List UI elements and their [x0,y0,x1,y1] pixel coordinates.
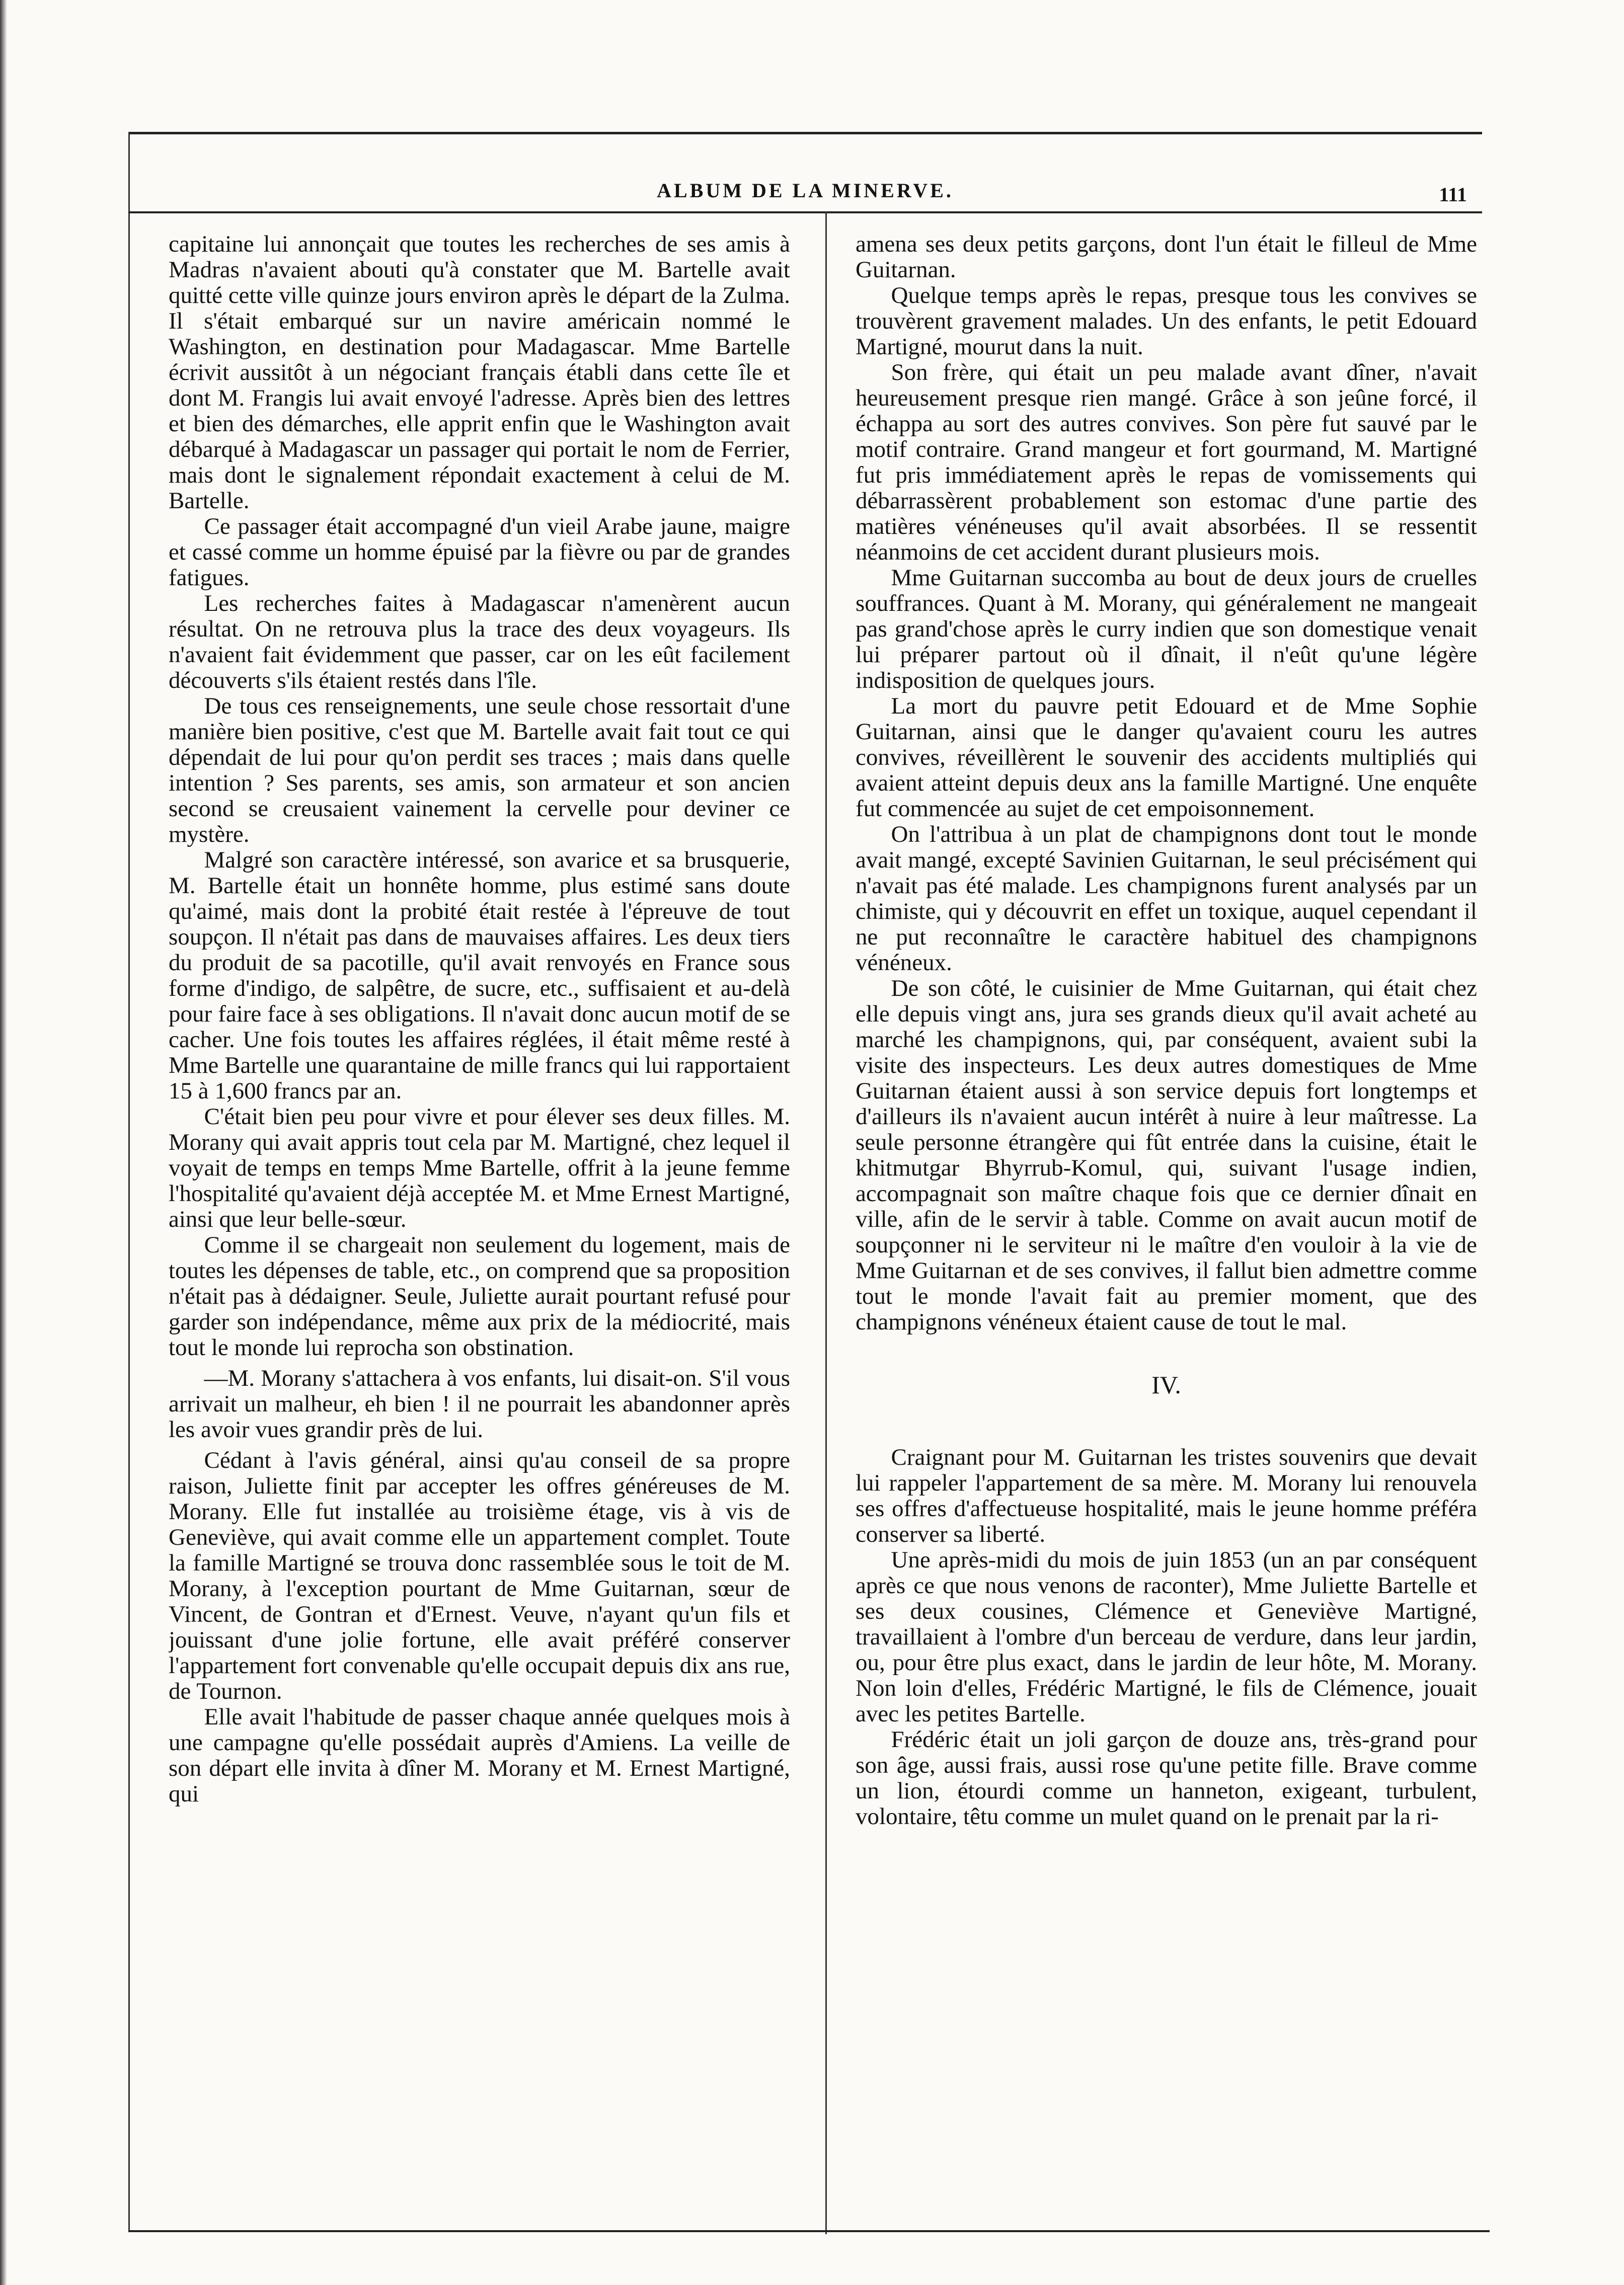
page-header [128,179,1482,209]
section-heading: IV. [1151,1371,1181,1399]
paragraph: capitaine lui annonçait que toutes les recherches de ses amis à Madras n'avaient abouti qu'à constater que M. Bartelle avait quitté cette ville quinze jours environ après le départ de la Zulma. Il s'était embarqué sur un navire américain nommé le Washington, en destination pour Madagascar. Mme Bartelle écrivit aussitôt à un négociant français établi dans cette île et dont M. Frangis lui avait envoyé l'adresse. Après bien des lettres et bien des démarches, elle apprit enfin que le Washington avait débarqué à Madagascar un passager qui portait le nom de Ferrier, mais dont le signalement répondait exactement à celui de M. Bartelle. [169,231,790,514]
running-title: ALBUM DE LA MINERVE. [657,179,954,202]
paragraph: Une après-midi du mois de juin 1853 (un an par conséquent après ce que nous venons de raconter), Mme Juliette Bartelle et ses deux cousines, Clémence et Geneviève Martigné, travaillaient à l'ombre d'un berceau de verdure, dans leur jardin, ou, pour être plus exact, dans le jardin de leur hôte, M. Morany. Non loin d'elles, Frédéric Martigné, le fils de Clémence, jouait avec les petites Bartelle. [856,1547,1477,1727]
left-frame-rule [128,132,130,2230]
paragraph: Cédant à l'avis général, ainsi qu'au conseil de sa propre raison, Juliette finit par accepter les offres généreuses de M. Morany. Elle fut installée au troisième étage, vis à vis de Geneviève, qui avait comme elle un appartement complet. Toute la famille Martigné se trouva donc rassemblée sous le toit de M. Morany, à l'exception pourtant de Mme Guitarnan, sœur de Vincent, de Gontran et d'Ernest. Veuve, n'ayant qu'un fils et jouissant d'une jolie fortune, elle avait préféré conserver l'appartement fort convenable qu'elle occupait depuis dix ans rue, de Tournon. [169,1447,790,1704]
paragraph: De tous ces renseignements, une seule chose ressortait d'une manière bien positive, c'est que M. Bartelle avait fait tout ce qui dépendait de lui pour qu'on perdit ses traces ; mais dans quelle intention ? Ses parents, ses amis, son armateur et son ancien second se creusaient vainement la cervelle pour deviner ce mystère. [169,693,790,847]
paragraph: Ce passager était accompagné d'un vieil Arabe jaune, maigre et cassé comme un homme épuisé par la fièvre ou par de grandes fatigues. [169,513,790,591]
paragraph: De son côté, le cuisinier de Mme Guitarnan, qui était chez elle depuis vingt ans, jura ses grands dieux qu'il avait acheté au marché les champignons, qui, par conséquent, avaient subi la visite des inspecteurs. Les deux autres domestiques de Mme Guitarnan étaient aussi à son service depuis fort longtemps et d'ailleurs ils n'avaient aucun intérêt à nuire à leur maîtresse. La seule personne étrangère qui fût entrée dans la cuisine, était le khitmutgar Bhyrrub-Komul, qui, suivant l'usage indien, accompagnait son maître chaque fois que ce dernier dînait en ville, afin de le servir à table. Comme on avait aucun motif de soupçonner ni le serviteur ni le maître d'en vouloir à la vie de Mme Guitarnan et de ses convives, il fallut bien admettre comme tout le monde l'avait fait au premier moment, que des champignons vénéneux étaient cause de tout le mal. [856,975,1477,1335]
left-column [169,231,790,2224]
paragraph: Elle avait l'habitude de passer chaque année quelques mois à une campagne qu'elle possédait auprès d'Amiens. La veille de son départ elle invita à dîner M. Morany et M. Ernest Martigné, qui [169,1704,790,1807]
column-divider [825,211,827,2234]
paragraph: Son frère, qui était un peu malade avant dîner, n'avait heureusement presque rien mangé. Grâce à son jeûne forcé, il échappa au sort des autres convives. Son père fut sauvé par le motif contraire. Grand mangeur et fort gourmand, M. Martigné fut pris immédiatement après le repas de vomissements qui débarrassèrent probablement son estomac d'une partie des matières vénéneuses qu'il avait absorbées. Il se ressentit néanmoins de cet accident durant plusieurs mois. [856,359,1477,565]
paragraph: Comme il se chargeait non seulement du logement, mais de toutes les dépenses de table, etc., on comprend que sa proposition n'était pas à dédaigner. Seule, Juliette aurait pourtant refusé pour garder son indépendance, même aux prix de la médiocrité, mais tout le monde lui reprocha son obstination. [169,1232,790,1361]
bottom-rule [128,2230,1490,2232]
top-rule [128,132,1482,134]
paragraph: Craignant pour M. Guitarnan les tristes souvenirs que devait lui rappeler l'appartement de sa mère. M. Morany lui renouvela ses offres d'affectueuse hospitalité, mais le jeune homme préféra conserver sa liberté. [856,1444,1477,1547]
paragraph: Frédéric était un joli garçon de douze ans, très-grand pour son âge, aussi frais, aussi rose qu'une petite fille. Brave comme un lion, étourdi comme un hanneton, exigeant, turbulent, volontaire, têtu comme un mulet quand on le prenait par la ri- [856,1726,1477,1830]
paragraph: Malgré son caractère intéressé, son avarice et sa brusquerie, M. Bartelle était un honnête homme, plus estimé sans doute qu'aimé, mais dont la probité était restée à l'épreuve de tout soupçon. Il n'était pas dans de mauvaises affaires. Les deux tiers du produit de sa pacotille, qu'il avait renvoyés en France sous forme d'indigo, de salpêtre, de sucre, etc., suffisaient et au-delà pour faire face à ses obligations. Il n'avait donc aucun motif de se cacher. Une fois toutes les affaires réglées, il était même resté à Mme Bartelle une quarantaine de mille francs qui lui rapportaient 15 à 1,600 francs par an. [169,847,790,1104]
paragraph: —M. Morany s'attachera à vos enfants, lui disait-on. S'il vous arrivait un malheur, eh bien ! il ne pourrait les abandonner après les avoir vues grandir près de lui. [169,1365,790,1443]
paragraph: On l'attribua à un plat de champignons dont tout le monde avait mangé, excepté Savinien Guitarnan, le seul précisément qui n'avait pas été malade. Les champignons furent analysés par un chimiste, qui y découvrit en effet un toxique, auquel cependant il ne put reconnaître le caractère habituel des champignons vénéneux. [856,821,1477,976]
paragraph: amena ses deux petits garçons, dont l'un était le filleul de Mme Guitarnan. [856,231,1477,283]
paragraph: Quelque temps après le repas, presque tous les convives se trouvèrent gravement malades. Un des enfants, le petit Edouard Martigné, mourut dans la nuit. [856,282,1477,360]
header-rule [128,211,1482,213]
right-column [856,231,1477,2224]
page-number: 111 [1439,183,1467,206]
scan-edge-shadow [0,0,7,2285]
paragraph: Les recherches faites à Madagascar n'amenèrent aucun résultat. On ne retrouva plus la trace des deux voyageurs. Ils n'avaient fait évidemment que passer, car on les eût facilement découverts s'ils étaient restés dans l'île. [169,590,790,693]
paragraph: Mme Guitarnan succomba au bout de deux jours de cruelles souffrances. Quant à M. Morany, qui généralement ne mangeait pas grand'chose après le curry indien que son domestique venait lui préparer partout où il dînait, il n'eût qu'une légère indisposition de quelques jours. [856,565,1477,693]
paragraph: La mort du pauvre petit Edouard et de Mme Sophie Guitarnan, ainsi que le danger qu'avaient couru les autres convives, réveillèrent le souvenir des accidents multipliés qui avaient atteint depuis deux ans la famille Martigné. Une enquête fut commencée au sujet de cet empoisonnement. [856,693,1477,822]
paragraph: C'était bien peu pour vivre et pour élever ses deux filles. M. Morany qui avait appris tout cela par M. Martigné, chez lequel il voyait de temps en temps Mme Bartelle, offrit à la jeune femme l'hospitalité qu'avaient déjà acceptée M. et Mme Ernest Martigné, ainsi que leur belle-sœur. [169,1104,790,1232]
